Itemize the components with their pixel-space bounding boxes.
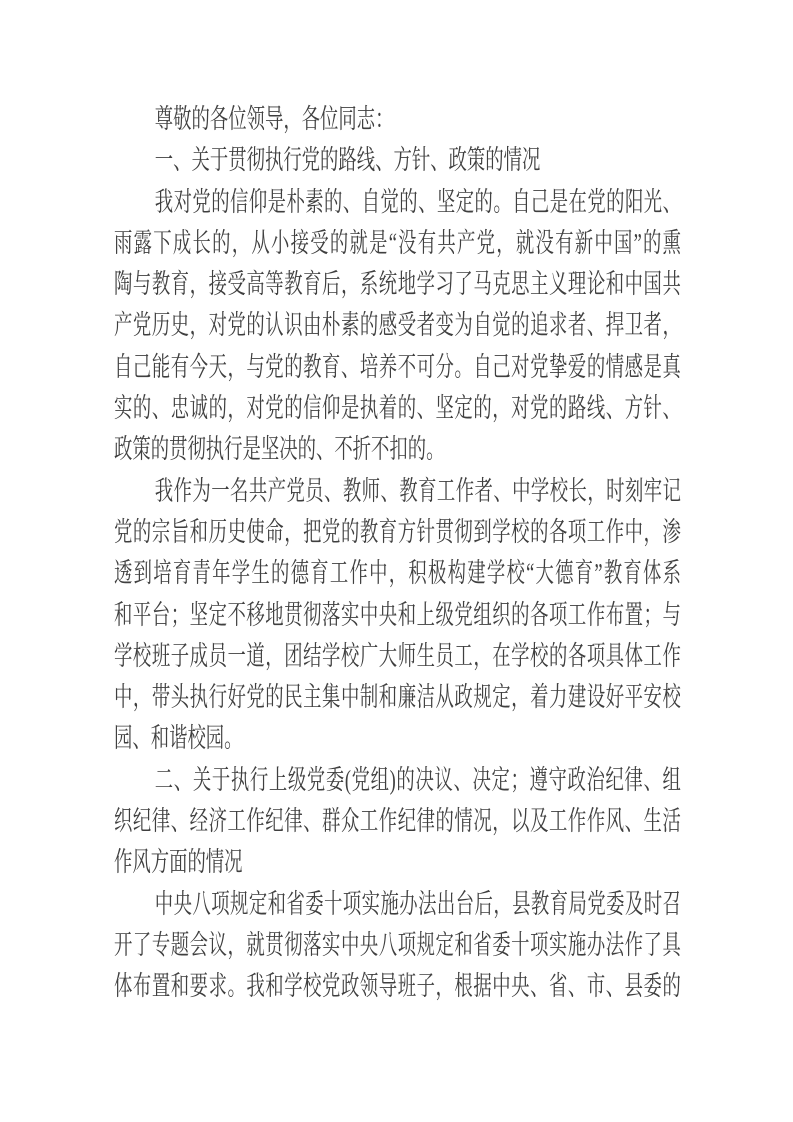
text-line: 我 作 为 一 名 共 产 党 员 、 教 师 、 教 育 工 作 者 、 中 学 校 长 ， 时 刻 牢 记	[154, 475, 681, 506]
text-line: 和 平 台 ； 坚 定 不 移 地 贯 彻 落 实 中 央 和 上 级 党 组 织 的 各 项 工 作 布 置 ； 与	[114, 599, 681, 630]
text-line: 织 纪 律 、 经 济 工 作 纪 律 、 群 众 工 作 纪 律 的 情 况 ， 以 及 工 作 作 风 、 生 活	[114, 806, 681, 837]
text-line: 学 校 班 子 成 员 一 道 ， 团 结 学 校 广 大 师 生 员 工 ， 在 学 校 的 各 项 具 体 工 作	[114, 640, 681, 671]
text-line: 我 对 党 的 信 仰 是 朴 素 的 、 自 觉 的 、 坚 定 的 。 自 己 是 在 党 的 阳 光 、	[154, 186, 681, 217]
text-line: 党 的 宗 旨 和 历 史 使 命 ， 把 党 的 教 育 方 针 贯 彻 到 学 校 的 各 项 工 作 中 ， 渗	[114, 516, 681, 547]
text-line: 体 布 置 和 要 求 。 我 和 学 校 党 政 领 导 班 子 ， 根 据 中 央 、 省 、 市 、 县 委 的	[114, 971, 681, 1002]
text-line: 透 到 培 育 青 年 学 生 的 德 育 工 作 中 ， 积 极 构 建 学 校 “ 大 德 育 ” 教 育 体 系	[114, 558, 682, 589]
text-line: 尊敬的各位领导，各位同志：	[154, 104, 394, 134]
text-line: 开 了 专 题 会 议 ， 就 贯 彻 落 实 中 央 八 项 规 定 和 省 委 十 项 实 施 办 法 作 了 具	[114, 929, 681, 960]
text-line: 中 央 八 项 规 定 和 省 委 十 项 实 施 办 法 出 台 后 ， 县 教 育 局 党 委 及 时 召	[154, 888, 681, 919]
text-line: 作风方面的情况	[114, 847, 243, 878]
document-text	[114, 99, 681, 1008]
text-line: 实 的 、 忠 诚 的 ， 对 党 的 信 仰 是 执 着 的 、 坚 定 的 ， 对 党 的 路 线 、 方 针 、	[114, 393, 681, 424]
text-line: 自 己 能 有 今 天 ， 与 党 的 教 育 、 培 养 不 可 分 。 自 己 对 党 挚 爱 的 情 感 是 真	[114, 351, 681, 382]
text-line: 政策的贯彻执行是坚决的、不折不扣的。	[114, 434, 445, 465]
text-line: 产 党 历 史 ， 对 党 的 认 识 由 朴 素 的 感 受 者 变 为 自 觉 的 追 求 者 、 捍 卫 者 ，	[114, 310, 681, 341]
text-line: 二 、 关 于 执 行 上 级 党 委 ( 党 组 ) 的 决 议 、 决 定 ； 遵 守 政 治 纪 律 、 组	[154, 764, 681, 795]
text-line: 雨 露 下 成 长 的 ， 从 小 接 受 的 就 是 “ 没 有 共 产 党 ， 就 没 有 新 中 国 ” 的 熏	[114, 227, 682, 258]
text-line: 园、和谐校园。	[114, 723, 243, 754]
text-line: 中 ， 带 头 执 行 好 党 的 民 主 集 中 制 和 廉 洁 从 政 规 定 ， 着 力 建 设 好 平 安 校	[114, 682, 681, 713]
text-line: 一、关于贯彻执行党的路线、方针、政策的情况	[154, 145, 541, 176]
text-line: 陶 与 教 育 ， 接 受 高 等 教 育 后 ， 系 统 地 学 习 了 马 克 思 主 义 理 论 和 中 国 共	[114, 269, 681, 300]
